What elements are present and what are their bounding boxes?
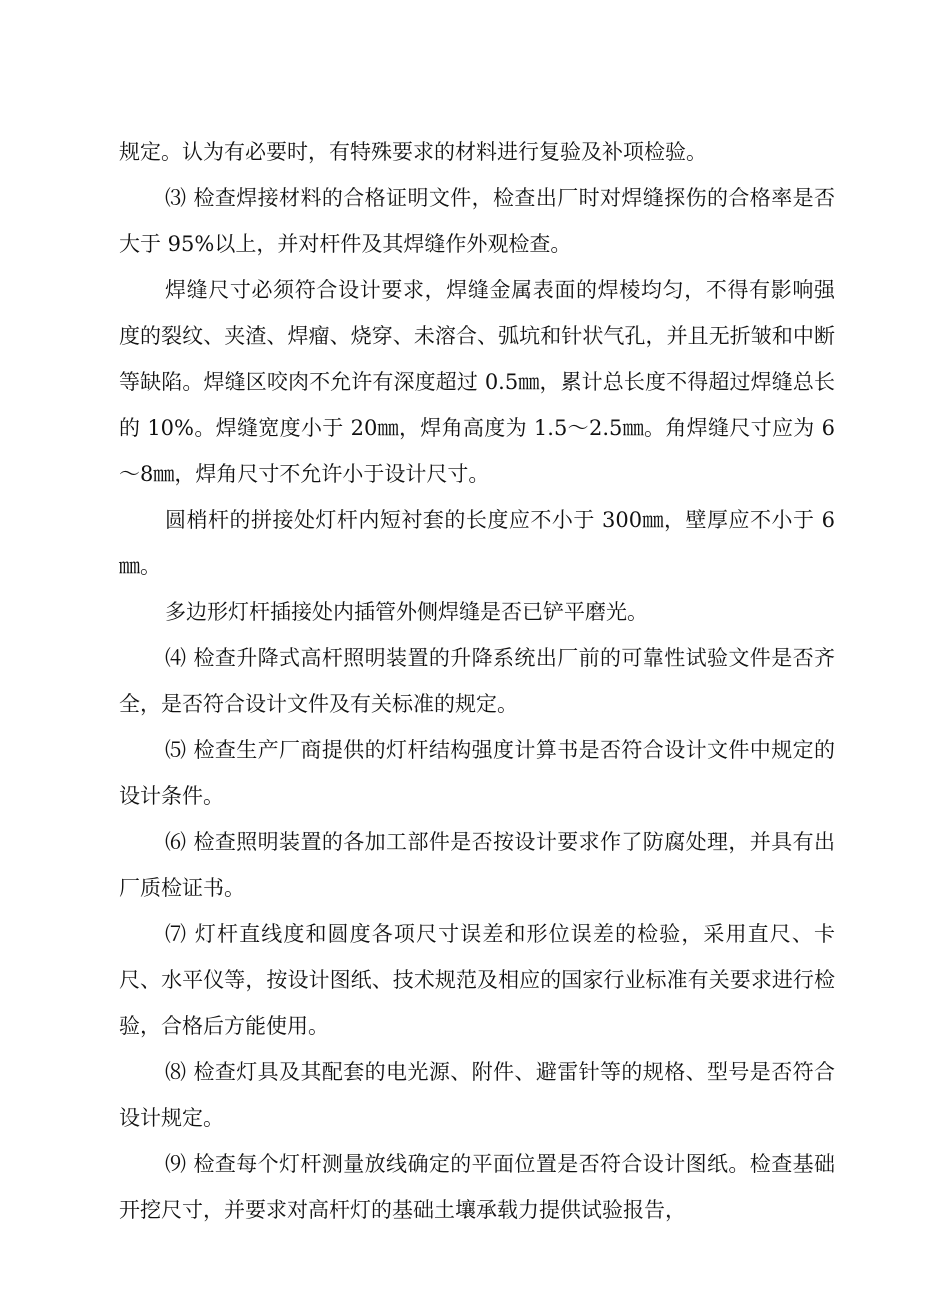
paragraph: ⑹ 检查照明装置的各加工部件是否按设计要求作了防腐处理，并具有出厂质检证书。 [119, 830, 835, 900]
paragraph: 焊缝尺寸必须符合设计要求，焊缝金属表面的焊棱均匀，不得有影响强度的裂纹、夹渣、焊瘤、烧穿、未溶合、弧坑和针状气孔，并且无折皱和中断等缺陷。焊缝区咬肉不允许有深度超过 0.5㎜，累计总长度不得超过焊缝总长的 10%。焊缝宽度小于 20㎜，焊角高度为 1.5～2.5㎜。角焊缝尺寸应为 6～8㎜，焊角尺寸不允许小于设计尺寸。 [119, 278, 835, 486]
paragraph: ⑶ 检查焊接材料的合格证明文件，检查出厂时对焊缝探伤的合格率是否大于 95%以上，并对杆件及其焊缝作外观检查。 [119, 186, 835, 256]
paragraph: 规定。认为有必要时，有特殊要求的材料进行复验及补项检验。 [119, 140, 707, 164]
paragraph: ⑺ 灯杆直线度和圆度各项尺寸误差和形位误差的检验，采用直尺、卡尺、水平仪等，按设计图纸、技术规范及相应的国家行业标准有关要求进行检验，合格后方能使用。 [119, 922, 835, 1038]
paragraph: 圆梢杆的拼接处灯杆内短衬套的长度应不小于 300㎜，壁厚应不小于 6㎜。 [119, 508, 835, 578]
paragraph: 多边形灯杆插接处内插管外侧焊缝是否已铲平磨光。 [165, 600, 648, 624]
paragraph: ⑸ 检查生产厂商提供的灯杆结构强度计算书是否符合设计文件中规定的设计条件。 [119, 738, 835, 808]
paragraph: ⑷ 检查升降式高杆照明装置的升降系统出厂前的可靠性试验文件是否齐全，是否符合设计文件及有关标准的规定。 [119, 646, 835, 716]
document-body [119, 129, 835, 1233]
paragraph: ⑻ 检查灯具及其配套的电光源、附件、避雷针等的规格、型号是否符合设计规定。 [119, 1060, 835, 1130]
paragraph: ⑼ 检查每个灯杆测量放线确定的平面位置是否符合设计图纸。检查基础开挖尺寸，并要求对高杆灯的基础土壤承载力提供试验报告， [119, 1152, 835, 1222]
